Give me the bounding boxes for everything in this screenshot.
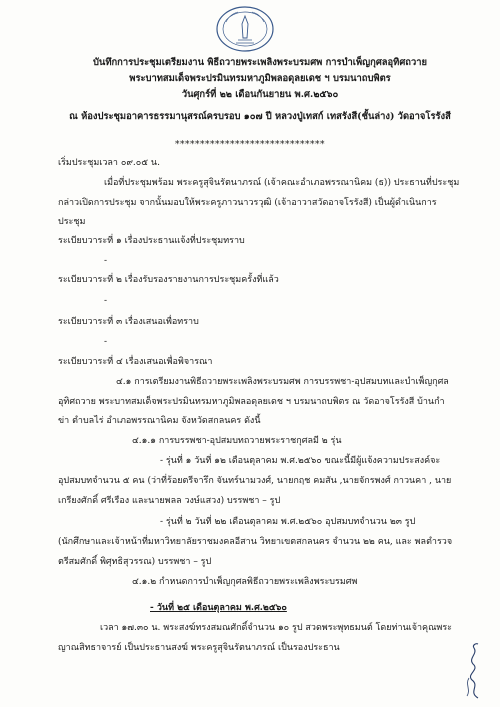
paragraph-line: ตรีสมศักดิ์ พิศุทธิสุวรรณ) บรรพชา – รูป xyxy=(58,557,212,567)
paragraph-line: ๔.๑ การเตรียมงานพิธีถวายพระเพลิงพระบรมศพ การบรรพชา-อุปสมบทและบำเพ็ญกุศล xyxy=(116,377,449,387)
schedule-day-heading: - วันที่ ๒๕ เดือนตุลาคม พ.ศ.๒๕๖๐ xyxy=(150,603,287,613)
divider-stars: ****************************** xyxy=(175,140,325,150)
handwritten-signature-icon xyxy=(458,640,488,702)
meeting-date: วันศุกร์ที่ ๒๒ เดือนกันยายน พ.ศ.๒๕๖๐ xyxy=(181,89,339,100)
paragraph-line: กล่าวเปิดการประชุม จากนั้นมอบให้พระครูภาวนาวรวุฒิ (เจ้าอาวาสวัดอาจโรรังสี) เป็นผู้ดำเนินการ xyxy=(58,198,437,208)
document-title: บันทึกการประชุมเตรียมงาน พิธีถวายพระเพลิงพระบรมศพ การบำเพ็ญกุศลอุทิศถวาย xyxy=(92,57,428,68)
agenda-item-1: ระเบียบวาระที่ ๑ เรื่องประธานแจ้งที่ประชุมทราบ xyxy=(58,236,245,246)
dash: - xyxy=(104,296,108,306)
paragraph-line: เกรียงศักดิ์ ศรีเรือง และนายพลล วงษ์แสวง) บรรพชา – รูป xyxy=(58,496,281,506)
paragraph-line: อุปสมบทจำนวน ๕ คน (ว่าที่ร้อยตรีจารึก จันทร์นามวงศ์, นายกฤช คมสัน ,นายจักรพงศ์ กาวนคา , นาย xyxy=(58,476,452,486)
paragraph-line: (นักศึกษาและเจ้าหน้าที่มหาวิทยาลัยราชมงคลอีสาน วิทยาเขตสกลนคร จำนวน ๒๒ คน, และ พลตำรวจ xyxy=(58,537,453,547)
agenda-item-4: ระเบียบวาระที่ ๔ เรื่องเสนอเพื่อพิจารณา xyxy=(58,357,213,367)
paragraph-line: - รุ่นที่ ๒ วันที่ ๒๒ เดือนตุลาคม พ.ศ.๒๕๖๐ อุปสมบทจำนวน ๒๓ รูป xyxy=(160,517,416,527)
paragraph-line: ญาณสิทธาจารย์ เป็นประธานสงฆ์ พระครูสุจินรัตนาภรณ์ เป็นรองประธาน xyxy=(58,643,340,653)
document-subtitle: พระบาทสมเด็จพระปรมินทรมหาภูมิพลอดุลยเดช ฯ บรมนาถบพิตร xyxy=(129,73,391,84)
paragraph-line: ข่า ตำบลไร่ อำเภอพรรณานิคม จังหวัดสกลนคร ดังนี้ xyxy=(58,416,261,426)
section-heading: ๔.๑.๑ การบรรพชา-อุปสมบทถวายพระราชกุศลมี ๒ รุ่น xyxy=(132,436,342,446)
paragraph-line: เวลา ๑๗.๓๐ น. พระสงฆ์ทรงสมณศักดิ์จำนวน ๑๐ รูป สวดพระพุทธมนต์ โดยท่านเจ้าคุณพระ xyxy=(100,623,453,633)
meeting-venue: ณ ห้องประชุมอาคารธรรมานุสรณ์ครบรอบ ๑๐๗ ปี หลวงปู่เทสก์ เทสรังสี(ชั้นล่าง) วัดอาจโรรังสี xyxy=(69,111,451,122)
paragraph-line: อุทิศถวาย พระบาทสมเด็จพระปรมินทรมหาภูมิพลอดุลยเดช ฯ บรมนาถบพิตร ณ วัดอาจโรรังสี บ้านกำ xyxy=(58,397,445,407)
temple-seal-stamp-icon xyxy=(214,4,276,54)
start-time: เริ่มประชุมเวลา ๐๙.๐๕ น. xyxy=(58,158,160,168)
agenda-item-2: ระเบียบวาระที่ ๒ เรื่องรับรองรายงานการประชุมครั้งที่แล้ว xyxy=(58,275,279,285)
dash: - xyxy=(104,256,108,266)
paragraph-line: ประชุม xyxy=(58,217,86,227)
agenda-item-3: ระเบียบวาระที่ ๓ เรื่องเสนอเพื่อทราบ xyxy=(58,317,199,327)
section-heading: ๔.๑.๒ กำหนดการบำเพ็ญกุศลพิธีถวายพระเพลิงพระบรมศพ xyxy=(132,577,358,587)
paragraph-line: เมื่อที่ประชุมพร้อม พระครูสุจินรัตนาภรณ์ (เจ้าคณะอำเภอพรรณานิคม (ธ)) ประธานที่ประชุม xyxy=(104,178,460,188)
paragraph-line: - รุ่นที่ ๑ วันที่ ๑๒ เดือนตุลาคม พ.ศ.๒๕๖๐ ขณะนี้มีผู้แจ้งความประสงค์จะ xyxy=(160,456,441,466)
dash: - xyxy=(104,337,108,347)
